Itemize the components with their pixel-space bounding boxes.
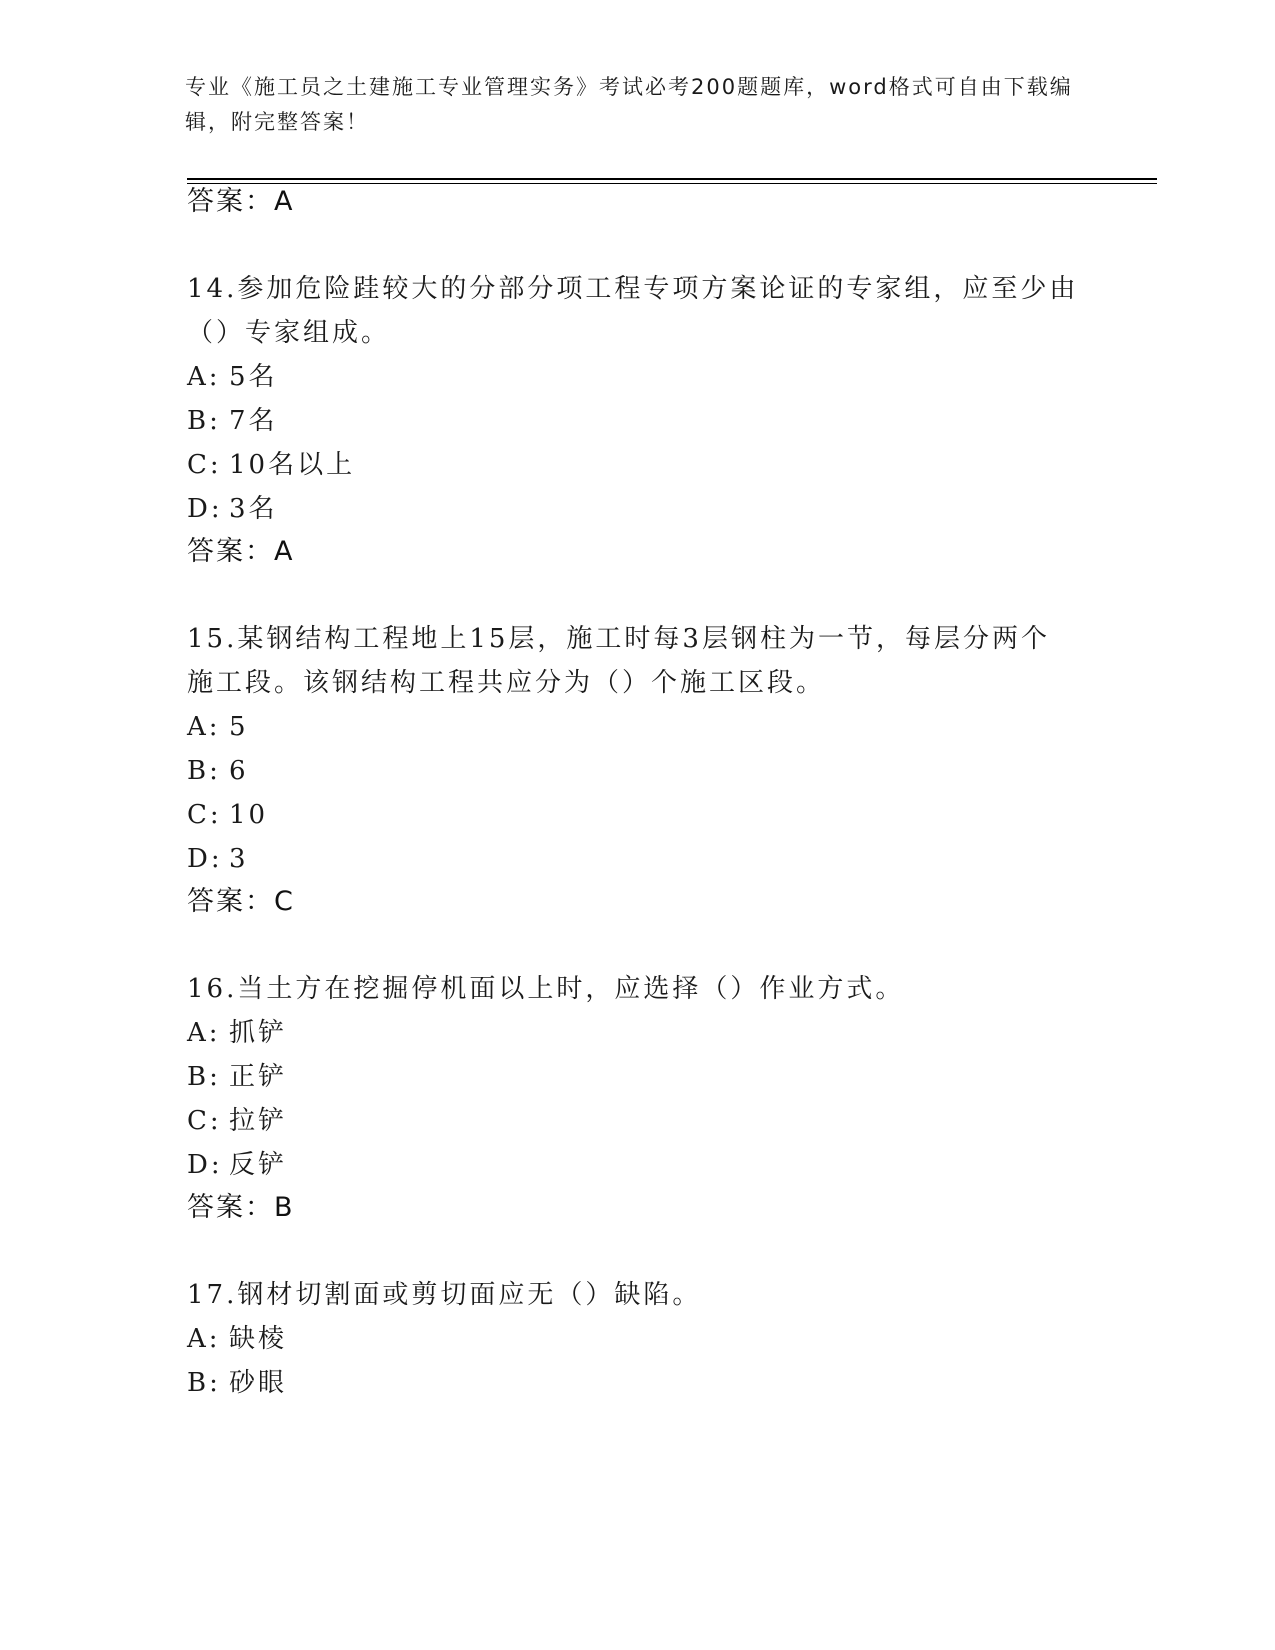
question-stem: 15.某钢结构工程地上15层，施工时每3层钢柱为一节，每层分两个: [187, 624, 1050, 654]
option-text: 7名: [229, 406, 278, 436]
option-letter: C:: [187, 800, 222, 830]
option-text: 10名以上: [229, 450, 356, 480]
option-text: 3: [229, 844, 249, 874]
question-stem: 16.当土方在挖掘停机面以上时，应选择（）作业方式。: [187, 974, 905, 1004]
header-rule-thick: [187, 178, 1157, 180]
question-stem: 14.参加危险跬较大的分部分项工程专项方案论证的专家组，应至少由: [187, 274, 1079, 304]
document-header: 专业《施工员之土建施工专业管理实务》考试必考200题题库，word格式可自由下载编辑，附完整答案！: [185, 75, 1073, 134]
option-b: [187, 1366, 287, 1400]
answer-line: [187, 885, 294, 919]
option-b: [187, 404, 278, 438]
answer-line: [187, 535, 293, 569]
option-text: 6: [229, 756, 249, 786]
option-letter: B:: [187, 1368, 221, 1398]
question-stem-cont: （）专家组成。: [187, 318, 391, 348]
option-c: [187, 798, 268, 832]
answer-label: 答案：: [187, 186, 274, 217]
option-text: 反铲: [229, 1150, 288, 1180]
answer-line: [187, 185, 293, 219]
option-letter: A:: [187, 362, 221, 392]
option-letter: C:: [187, 450, 222, 480]
option-text: 拉铲: [229, 1106, 288, 1136]
option-a: [187, 1016, 287, 1050]
answer-value: A: [274, 536, 294, 567]
option-letter: A:: [187, 1018, 221, 1048]
option-text: 3名: [229, 494, 278, 524]
answer-value: C: [274, 886, 294, 917]
option-text: 砂眼: [229, 1368, 288, 1398]
option-d: [187, 492, 278, 526]
option-letter: B:: [187, 1062, 221, 1092]
option-c: [187, 1104, 287, 1138]
option-letter: D:: [187, 844, 223, 874]
option-a: [187, 710, 249, 744]
option-text: 正铲: [229, 1062, 288, 1092]
answer-label: 答案：: [187, 886, 274, 917]
option-text: 抓铲: [229, 1018, 288, 1048]
option-c: [187, 448, 355, 482]
question-stem: 17.钢材切割面或剪切面应无（）缺陷。: [187, 1280, 702, 1310]
answer-line: [187, 1191, 294, 1225]
option-text: 5: [229, 712, 249, 742]
header-rule-thin: [187, 183, 1157, 184]
option-d: [187, 842, 249, 876]
option-letter: D:: [187, 1150, 223, 1180]
option-a: [187, 1322, 287, 1356]
option-text: 5名: [229, 362, 278, 392]
answer-value: A: [274, 186, 294, 217]
option-letter: A:: [187, 712, 221, 742]
option-b: [187, 754, 249, 788]
answer-label: 答案：: [187, 1192, 274, 1223]
option-letter: B:: [187, 756, 221, 786]
option-letter: C:: [187, 1106, 222, 1136]
option-text: 缺棱: [229, 1324, 288, 1354]
option-d: [187, 1148, 287, 1182]
option-letter: D:: [187, 494, 223, 524]
question-stem-cont: 施工段。该钢结构工程共应分为（）个施工区段。: [187, 668, 826, 698]
answer-value: B: [274, 1192, 294, 1223]
answer-label: 答案：: [187, 536, 274, 567]
option-letter: A:: [187, 1324, 221, 1354]
option-b: [187, 1060, 287, 1094]
option-text: 10: [229, 800, 269, 830]
option-a: [187, 360, 278, 394]
option-letter: B:: [187, 406, 221, 436]
